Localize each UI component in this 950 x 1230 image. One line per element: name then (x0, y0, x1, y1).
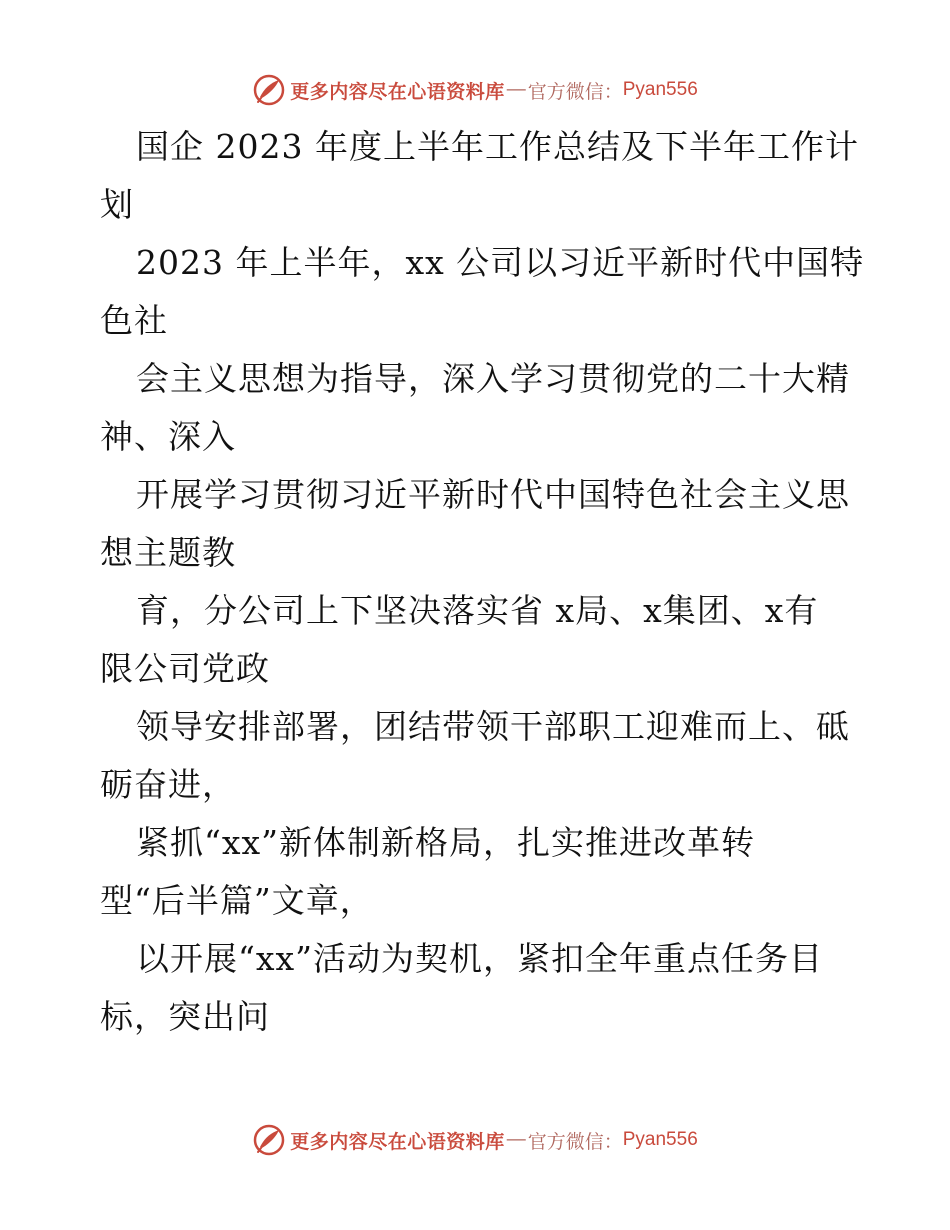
quill-pen-logo-icon (252, 73, 286, 107)
banner-wechat-label: 官方微信： (527, 1130, 623, 1153)
document-line: 会主义思想为指导，深入学习贯彻党的二十大精 (136, 359, 850, 398)
footer-banner (0, 1120, 950, 1160)
document-line: 紧抓“xx”新体制新格局，扎实推进改革转 (136, 823, 755, 862)
quill-pen-logo-icon (252, 1123, 286, 1157)
document-line: 想主题教 (100, 533, 236, 572)
document-line: 领导安排部署，团结带领干部职工迎难而上、砥 (136, 707, 850, 746)
document-line: 型“后半篇”文章， (100, 881, 374, 920)
banner-wechat-id: Pyan556 (622, 1129, 698, 1150)
document-line: 国企 2023 年度上半年工作总结及下半年工作计 (136, 127, 859, 166)
header-banner (0, 70, 950, 110)
document-line: 以开展“xx”活动为契机，紧扣全年重点任务目 (136, 939, 823, 978)
banner-brand-text: 更多内容尽在心语资料库 (290, 1130, 505, 1153)
document-line: 色社 (100, 301, 168, 340)
document-line: 划 (100, 185, 134, 224)
document-line: 2023 年上半年，xx 公司以习近平新时代中国特 (136, 243, 865, 282)
banner-separator: — (506, 1129, 526, 1150)
document-line: 神、深入 (100, 417, 236, 456)
document-line: 砺奋进， (100, 765, 236, 804)
banner-brand-text: 更多内容尽在心语资料库 (290, 80, 505, 103)
banner-separator: — (506, 79, 526, 100)
banner-wechat-id: Pyan556 (622, 79, 698, 100)
banner-wechat-label: 官方微信： (527, 80, 623, 103)
document-line: 育，分公司上下坚决落实省 x局、x集团、x有 (136, 591, 819, 630)
document-line: 标，突出问 (100, 997, 270, 1036)
document-line: 开展学习贯彻习近平新时代中国特色社会主义思 (136, 475, 850, 514)
document-body (100, 118, 865, 1046)
document-line: 限公司党政 (100, 649, 270, 688)
